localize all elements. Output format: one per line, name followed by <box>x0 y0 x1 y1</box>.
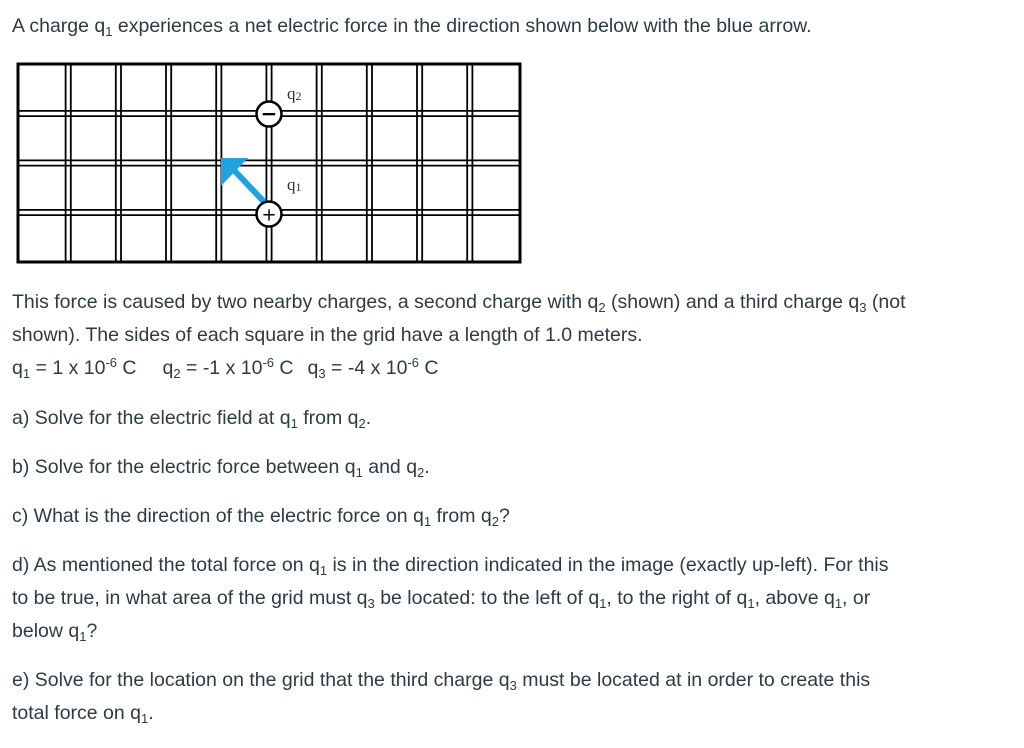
force-arrow-icon <box>230 166 268 206</box>
question-d-line-2: to be true, in what area of the grid must $q_3$ be located: to the left of $q_1$, to the right of $q_1$, above $q_1$, or <box>12 587 871 611</box>
question-b: b) Solve for the electric force between $q_1$ and $q_2$. <box>12 456 430 480</box>
q2-value: $q_2 = -1$ x $10^{-6}$ C <box>162 355 294 381</box>
q2-sign: − <box>260 101 278 126</box>
question-d-line-1: d) As mentioned the total force on $q_1$ is in the direction indicated in the image (exactly up-left). For this <box>12 554 889 578</box>
charge-values <box>12 352 439 385</box>
grid <box>18 64 520 262</box>
question-d-line-3: below $q_1$? <box>12 620 98 644</box>
paragraph-line-2: shown). The sides of each square in the grid have a length of 1.0 meters. <box>12 324 643 346</box>
question-a: a) Solve for the electric field at $q_1$ from $q_2$. <box>12 407 372 431</box>
grid-border <box>18 64 520 262</box>
paragraph-line-1: This force is caused by two nearby charges, a second charge with $q_2$ (shown) and a third charge $q_3$ (not <box>12 291 906 315</box>
question-c: c) What is the direction of the electric force on $q_1$ from $q_2$? <box>12 505 510 529</box>
q2-label: q2 <box>287 84 302 103</box>
question-e-line-1: e) Solve for the location on the grid that the third charge $q_3$ must be located at in order to create this <box>12 669 871 693</box>
q1-label: q1 <box>287 175 302 194</box>
q1-value: $q_1 = 1$ x $10^{-6}$ C <box>12 355 137 381</box>
charge-grid-figure <box>16 62 522 264</box>
intro-text: A charge $q_1$ experiences a net electric force in the direction shown below with the blue arrow. <box>12 15 812 39</box>
q1-sign: + <box>261 204 277 226</box>
question-e-line-2: total force on $q_1$. <box>12 702 154 726</box>
charge-q2 <box>257 84 302 127</box>
q3-value: $q_3 = -4$ x $10^{-6}$ C <box>307 355 439 381</box>
